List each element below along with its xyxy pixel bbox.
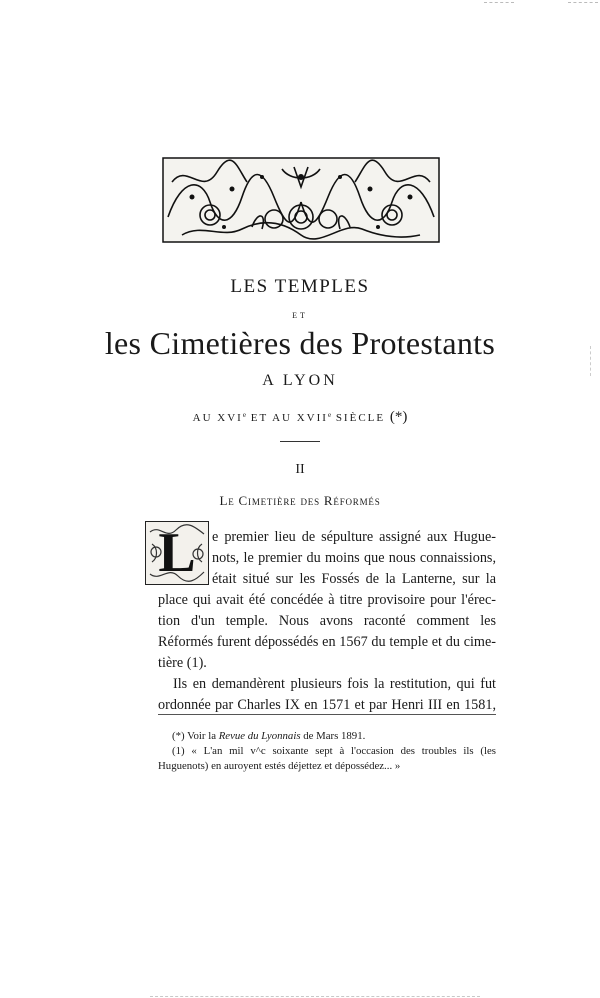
scan-mark [150,996,480,997]
paragraph-line: était situé sur les Fossés de la Lanterne, sur la [212,571,496,587]
superscript: e [242,411,246,419]
scan-mark [484,2,514,3]
footnote-mark: (*) [389,409,408,425]
title-century [0,409,600,426]
paragraph-line: Réformés furent dépossédés en 1567 du temple et du cime- [158,634,496,650]
scan-mark [568,2,598,3]
footnote-1-line-2: Huguenots) en auroyent estés déjettez et dépossédez... » [158,760,401,772]
title-city: A LYON [262,372,338,389]
paragraph-line: ordonnée par Charles IX en 1571 et par Henri III en 1581, [158,697,496,713]
title-century-text: AU XVI [192,412,243,424]
section-title: Le Cimetière des Réformés [219,493,381,508]
title-century-text: ET AU XVII [245,412,328,424]
superscript: e [327,411,332,419]
paragraph-line: place qui avait été concédée à titre provisoire pour l'érec- [158,592,496,608]
ornamental-headpiece [162,157,440,243]
paragraph-line: tière (1). [158,655,207,671]
title-line-1: LES TEMPLES [230,276,370,297]
footnote-1-line-1: (1) « L'an mil v^c soixante sept à l'occasion des troubles ils (les [172,745,496,757]
footnote-text: de Mars 1891. [300,730,366,742]
footnote-divider [158,714,496,715]
paragraph-line: Ils en demandèrent plusieurs fois la restitution, qui fut [173,676,496,692]
title-divider [280,441,320,442]
footnote-star [172,729,365,743]
paragraph-line: tion d'un temple. Nous avons raconté comment les [158,613,496,629]
title-main: les Cimetières des Protestants [104,325,496,361]
paragraph-line: e premier lieu de sépulture assigné aux Hugue- [212,529,496,545]
section-number: II [295,462,305,477]
title-century-text: SIÈCLE [331,412,390,424]
paragraph-line: nots, le premier du moins que nous connaissions, [212,550,496,566]
ornamental-dropcap [145,521,209,585]
footnote-journal-title: Revue du Lyonnais [218,730,301,742]
footnote-text: (*) Voir la [172,730,219,742]
title-connector: ET [292,311,308,320]
dropcap-letter: L [158,522,196,584]
